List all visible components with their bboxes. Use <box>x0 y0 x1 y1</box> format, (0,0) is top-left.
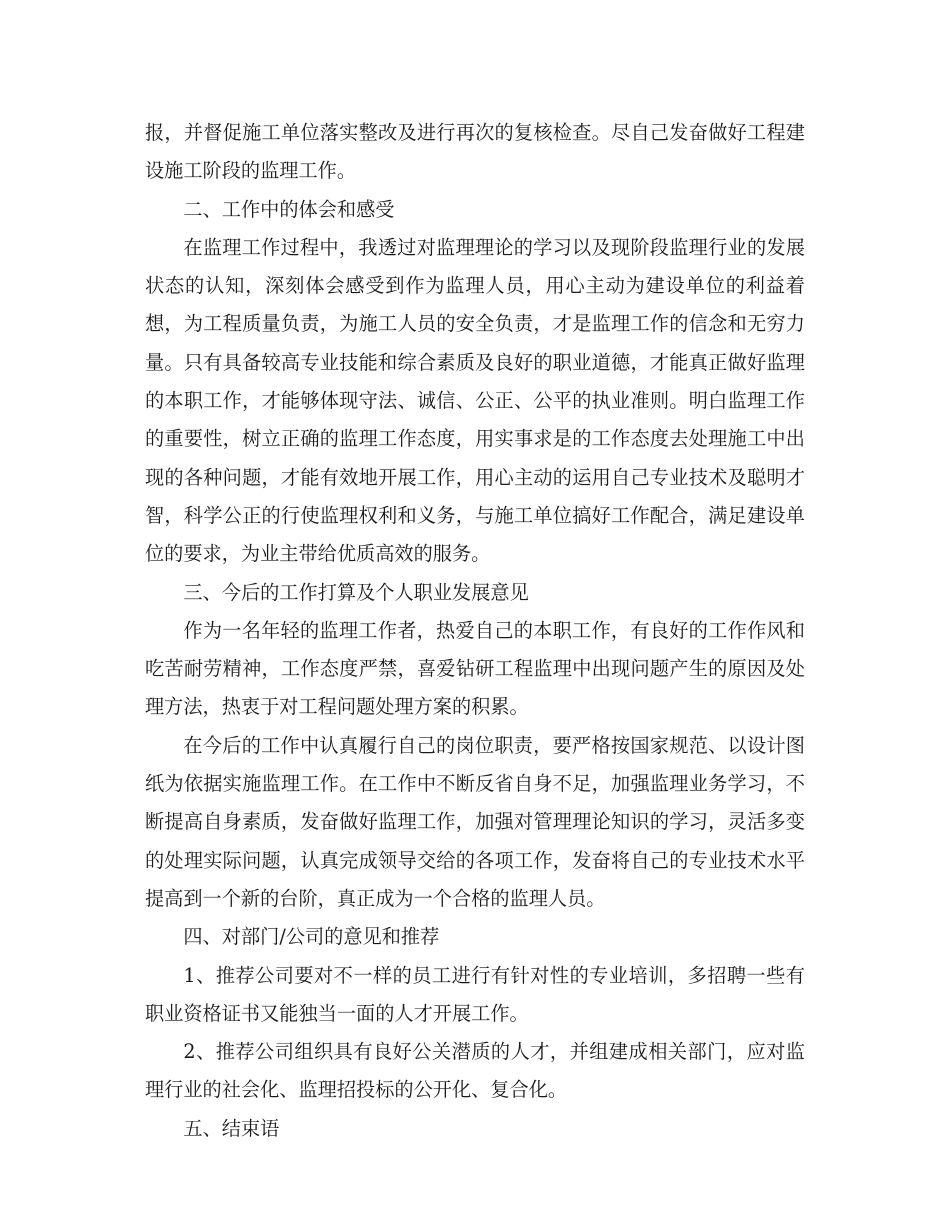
paragraph: 在今后的工作中认真履行自己的岗位职责，要严格按国家规范、以设计图纸为依据实施监理工作。在工作中不断反省自身不足，加强监理业务学习，不断提高自身素质，发奋做好监理工作，加强对管理理论知识的学习，灵活多变的处理实际问题，认真完成领导交给的各项工作，发奋将自己的专业技术水平提高到一个新的台阶，真正成为一个合格的监理人员。 <box>145 733 805 910</box>
section-heading-2: 二、工作中的体会和感受 <box>183 197 395 221</box>
paragraph: 2、推荐公司组织具有良好公关潜质的人才，并组建成相关部门，应对监理行业的社会化、监理招投标的公开化、复合化。 <box>145 1040 805 1102</box>
section-heading-4: 四、对部门/公司的意见和推荐 <box>183 925 440 949</box>
document-page <box>145 114 805 1148</box>
paragraph: 作为一名年轻的监理工作者，热爱自己的本职工作，有良好的工作作风和吃苦耐劳精神，工作态度严禁，喜爱钻研工程监理中出现问题产生的原因及处理方法，热衷于对工程问题处理方案的积累。 <box>145 618 805 719</box>
paragraph: 在监理工作过程中，我透过对监理理论的学习以及现阶段监理行业的发展状态的认知，深刻体会感受到作为监理人员，用心主动为建设单位的利益着想，为工程质量负责，为施工人员的安全负责，才是监理工作的信念和无穷力量。只有具备较高专业技能和综合素质及良好的职业道德，才能真正做好监理的本职工作，才能够体现守法、诚信、公正、公平的执业准则。明白监理工作的重要性，树立正确的监理工作态度，用实事求是的工作态度去处理施工中出现的各种问题，才能有效地开展工作，用心主动的运用自己专业技术及聪明才智，科学公正的行使监理权利和义务，与施工单位搞好工作配合，满足建设单位的要求，为业主带给优质高效的服务。 <box>145 235 805 566</box>
section-heading-5: 五、结束语 <box>183 1116 280 1140</box>
paragraph-continued: 报，并督促施工单位落实整改及进行再次的复核检查。尽自己发奋做好工程建设施工阶段的监理工作。 <box>145 121 805 183</box>
section-heading-3: 三、今后的工作打算及个人职业发展意见 <box>183 580 529 604</box>
paragraph: 1、推荐公司要对不一样的员工进行有针对性的专业培训，多招聘一些有职业资格证书又能独当一面的人才开展工作。 <box>145 963 805 1025</box>
